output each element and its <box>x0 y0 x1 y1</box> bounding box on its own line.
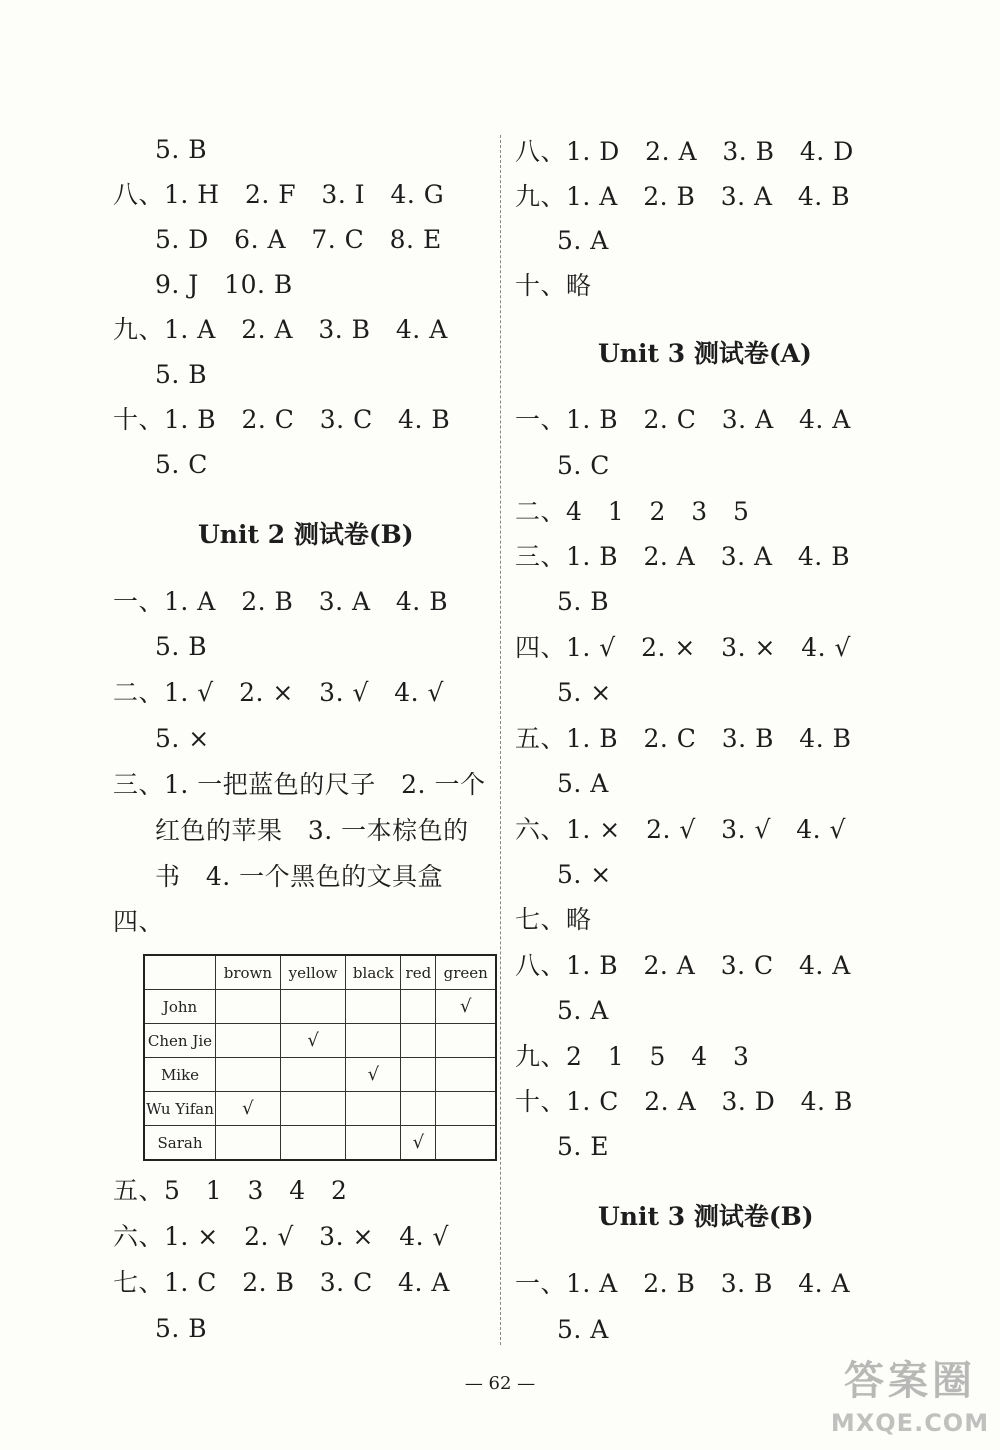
table-cell <box>346 1126 401 1161</box>
table-cell <box>280 1058 346 1092</box>
answer-line: 5. B <box>557 587 610 616</box>
column-divider <box>500 135 501 1345</box>
answer-line: 四、1. √ 2. × 3. × 4. √ <box>515 633 851 662</box>
answer-line: 5. × <box>557 860 612 889</box>
table-header-cell: yellow <box>280 955 346 990</box>
table-cell <box>216 1058 281 1092</box>
table-header-cell: red <box>401 955 436 990</box>
table-cell: √ <box>346 1058 401 1092</box>
table-cell <box>280 1126 346 1161</box>
table-header-cell <box>144 955 216 990</box>
answer-line: 二、1. √ 2. × 3. √ 4. √ <box>113 678 444 707</box>
table-header-cell: green <box>436 955 496 990</box>
answer-line: 5. B <box>155 360 208 389</box>
table-row <box>144 1024 496 1058</box>
answer-line: 五、5 1 3 4 2 <box>113 1176 348 1205</box>
answer-line: 5. C <box>557 451 610 480</box>
answer-line: 九、2 1 5 4 3 <box>515 1042 750 1071</box>
answer-line: 九、1. A 2. B 3. A 4. B <box>515 182 851 211</box>
answer-line: 书 4. 一个黑色的文具盒 <box>155 862 444 891</box>
answer-line: 十、1. C 2. A 3. D 4. B <box>515 1087 853 1116</box>
answer-line: 五、1. B 2. C 3. B 4. B <box>515 724 852 753</box>
table-cell: √ <box>280 1024 346 1058</box>
answer-line: 四、 <box>113 907 165 936</box>
table-cell <box>346 1092 401 1126</box>
table-header-cell: black <box>346 955 401 990</box>
table-cell <box>280 990 346 1024</box>
answer-line: 5. D 6. A 7. C 8. E <box>155 225 442 254</box>
table-cell <box>401 1058 436 1092</box>
answer-line: 一、1. B 2. C 3. A 4. A <box>515 405 851 434</box>
answer-line: 十、1. B 2. C 3. C 4. B <box>113 405 451 434</box>
answer-line: 5. B <box>155 632 208 661</box>
table-cell <box>401 990 436 1024</box>
table-cell: √ <box>216 1092 281 1126</box>
table-row <box>144 1092 496 1126</box>
answer-line: 二、4 1 2 3 5 <box>515 497 750 526</box>
table-cell <box>436 1126 496 1161</box>
table-cell <box>436 1058 496 1092</box>
answer-line: 七、1. C 2. B 3. C 4. A <box>113 1268 450 1297</box>
watermark-logo <box>825 1358 995 1444</box>
row-name-cell: John <box>144 990 216 1024</box>
row-name-cell: Chen Jie <box>144 1024 216 1058</box>
table-cell <box>216 990 281 1024</box>
answer-line: 十、略 <box>515 271 592 300</box>
answer-line: 八、1. H 2. F 3. I 4. G <box>113 180 445 209</box>
table-cell <box>280 1092 346 1126</box>
answer-line: 5. × <box>155 724 210 753</box>
answer-line: 一、1. A 2. B 3. A 4. B <box>113 587 449 616</box>
answer-line: 5. A <box>557 996 609 1025</box>
answer-line: 八、1. D 2. A 3. B 4. D <box>515 137 854 166</box>
answer-line: 三、1. B 2. A 3. A 4. B <box>515 542 851 571</box>
answer-line: 5. B <box>155 135 208 164</box>
table-cell: √ <box>401 1126 436 1161</box>
answer-line: 六、1. × 2. √ 3. √ 4. √ <box>515 815 846 844</box>
answer-line: 七、略 <box>515 905 592 934</box>
table-cell <box>401 1024 436 1058</box>
answer-line: 5. B <box>155 1314 208 1343</box>
answer-line: 六、1. × 2. √ 3. × 4. √ <box>113 1222 449 1251</box>
table-cell <box>346 990 401 1024</box>
answer-line: 5. × <box>557 678 612 707</box>
table-cell: √ <box>436 990 496 1024</box>
watermark-top-text: 答案圈 <box>844 1358 976 1404</box>
table-row <box>144 990 496 1024</box>
table-cell <box>216 1024 281 1058</box>
row-name-cell: Sarah <box>144 1126 216 1161</box>
row-name-cell: Wu Yifan <box>144 1092 216 1126</box>
answer-line: 5. A <box>557 226 609 255</box>
row-name-cell: Mike <box>144 1058 216 1092</box>
table-cell <box>436 1092 496 1126</box>
table-row <box>144 1058 496 1092</box>
answer-line: 八、1. B 2. A 3. C 4. A <box>515 951 851 980</box>
section-heading: Unit 3 测试卷(A) <box>598 339 812 368</box>
table-cell <box>346 1024 401 1058</box>
section-heading: Unit 2 测试卷(B) <box>198 520 414 549</box>
answer-line: 5. E <box>557 1132 610 1161</box>
answer-line: 5. A <box>557 1315 609 1344</box>
section-heading: Unit 3 测试卷(B) <box>598 1202 814 1231</box>
table-header-cell: brown <box>216 955 281 990</box>
answer-line: 5. C <box>155 450 208 479</box>
table-header-row <box>144 955 496 990</box>
answer-line: 三、1. 一把蓝色的尺子 2. 一个 <box>113 770 486 799</box>
answer-line: 一、1. A 2. B 3. B 4. A <box>515 1269 851 1298</box>
table-cell <box>436 1024 496 1058</box>
table-cell <box>216 1126 281 1161</box>
answer-line: 红色的苹果 3. 一本棕色的 <box>155 816 469 845</box>
answer-line: 九、1. A 2. A 3. B 4. A <box>113 315 448 344</box>
watermark-bottom-text: MXQE.COM <box>830 1409 990 1437</box>
table-cell <box>401 1092 436 1126</box>
answer-line: 5. A <box>557 769 609 798</box>
table-row <box>144 1126 496 1161</box>
page-number: — 62 — <box>464 1373 536 1394</box>
answer-line: 9. J 10. B <box>155 270 293 299</box>
color-answer-table <box>143 954 497 1161</box>
